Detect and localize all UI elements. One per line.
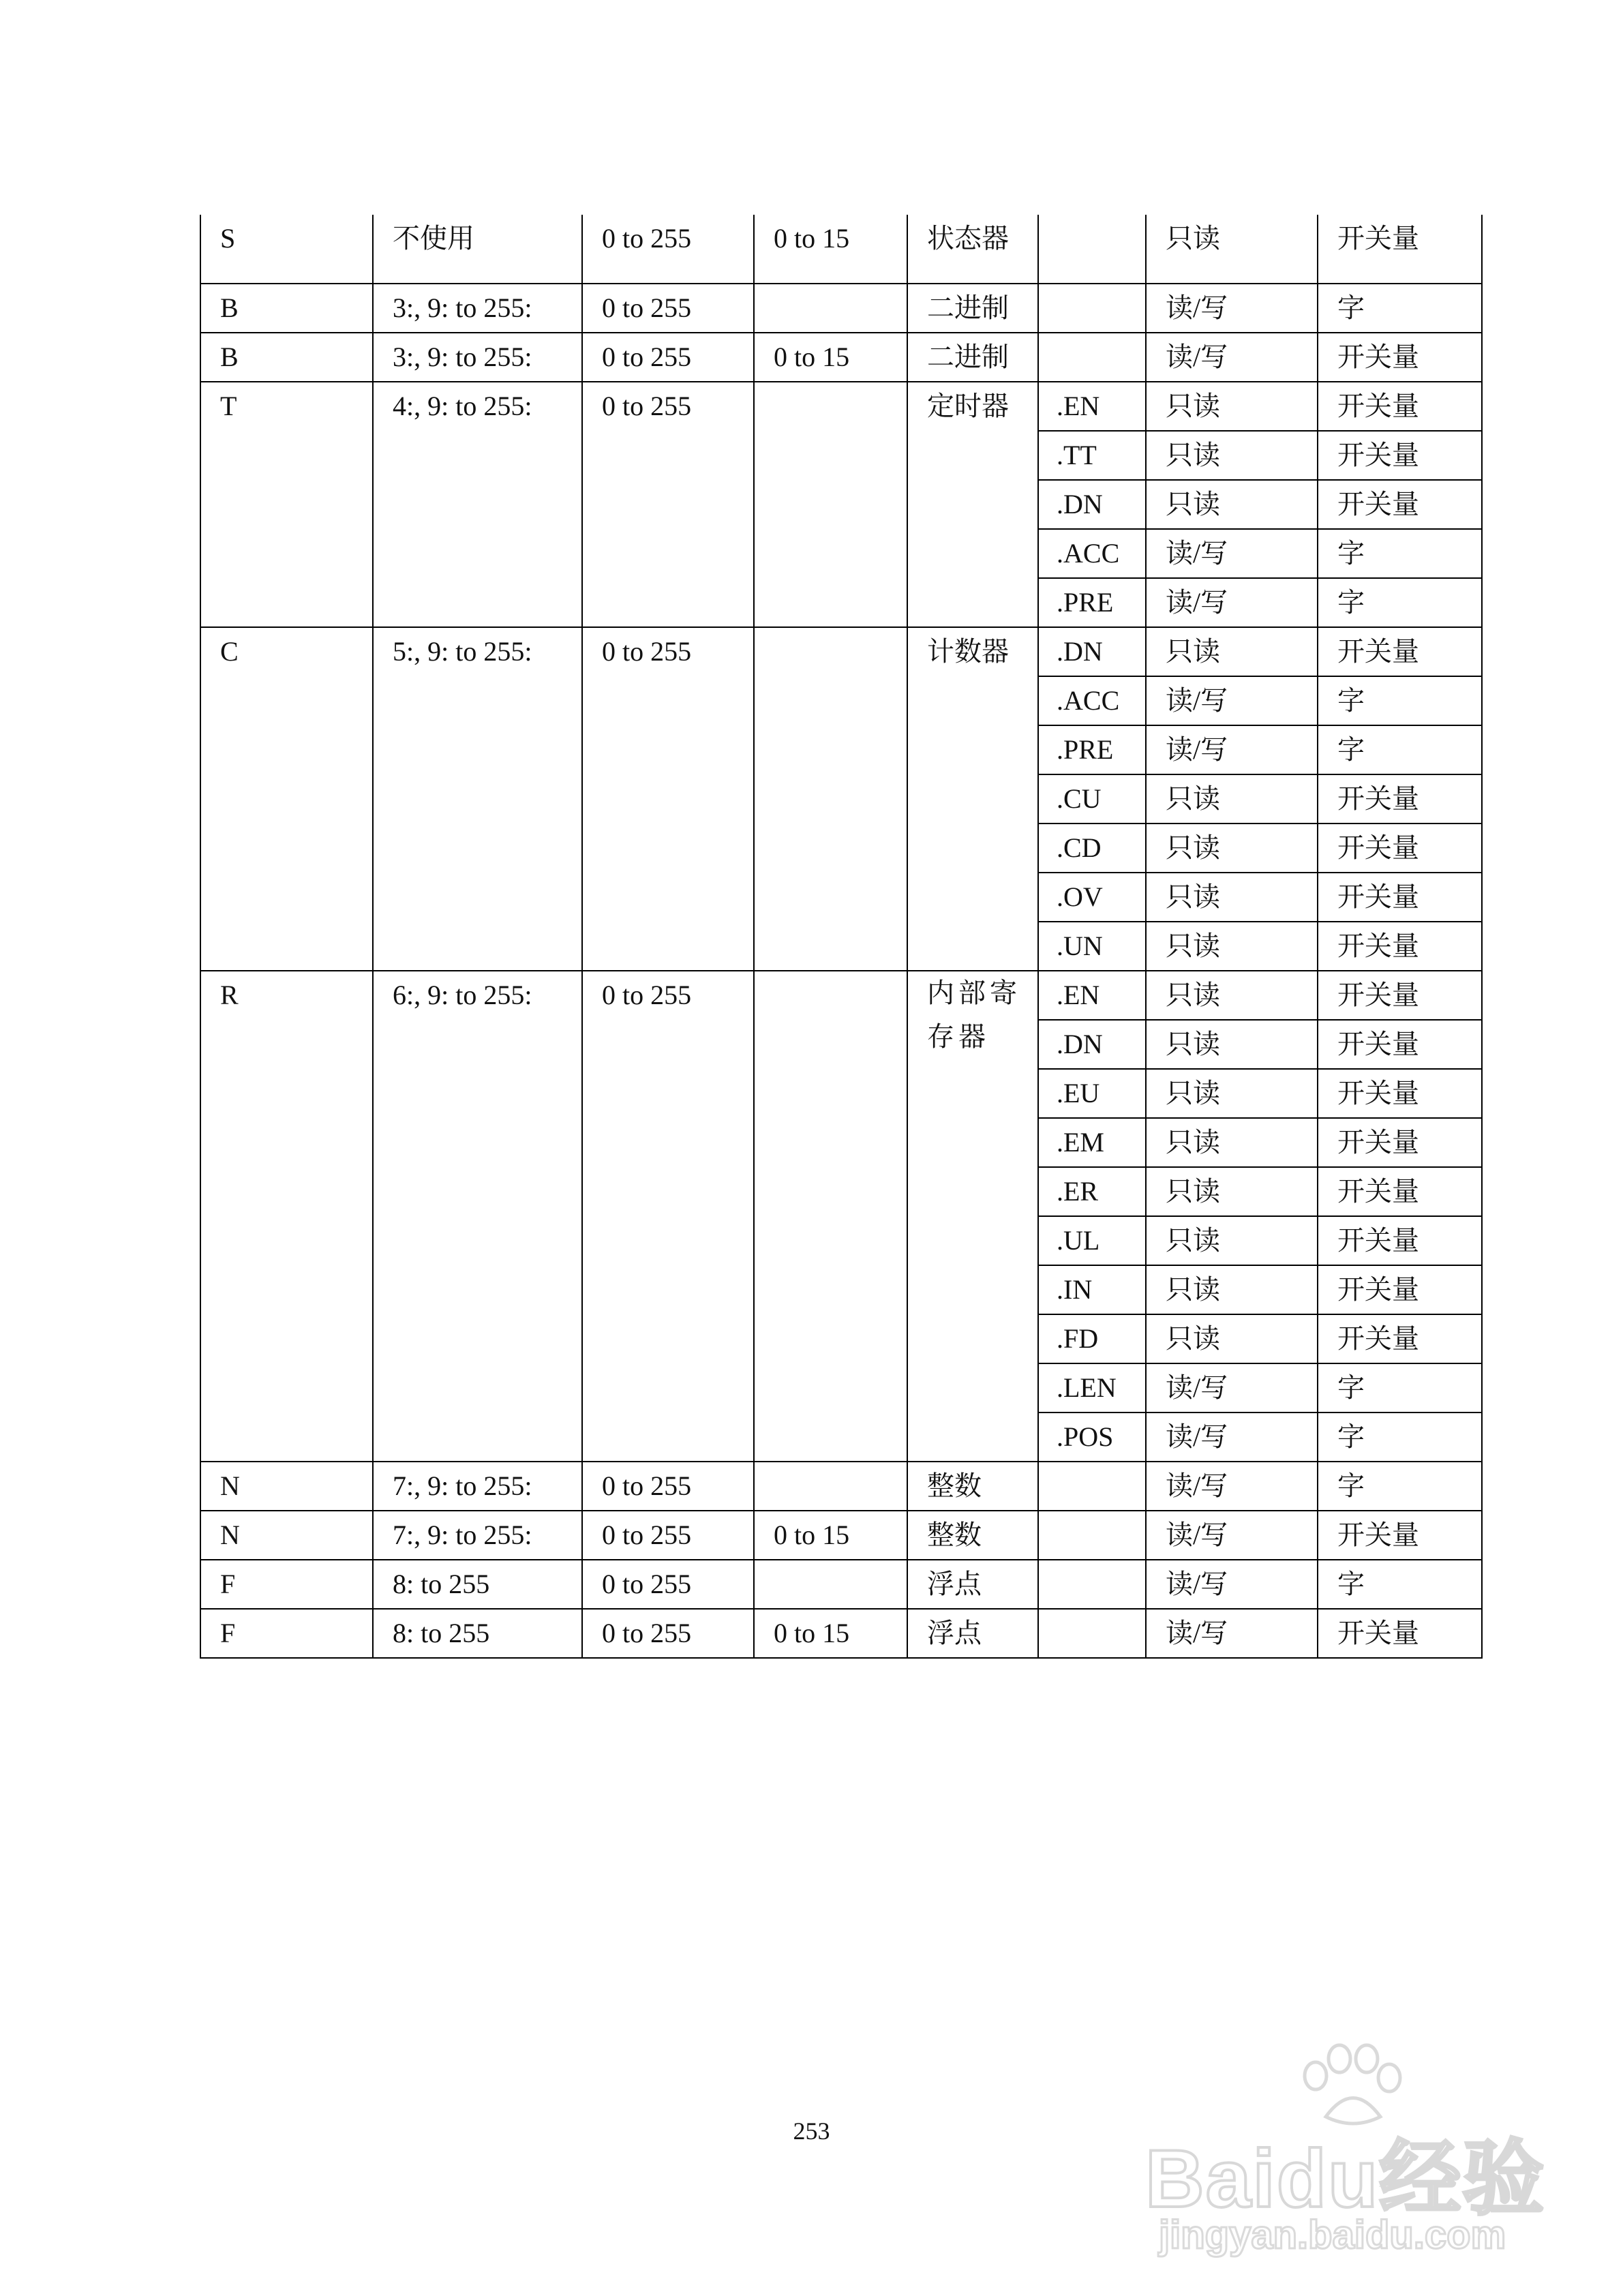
table-row	[200, 333, 1482, 382]
type-name-cell: 内部寄存器	[907, 971, 1038, 1462]
data-type-cell: 开关量	[1318, 382, 1482, 431]
access-cell: 只读	[1146, 1314, 1318, 1363]
access-cell: 读/写	[1146, 1560, 1318, 1609]
element-range-cell: 0 to 255	[582, 333, 754, 382]
data-type-cell: 开关量	[1318, 1020, 1482, 1069]
sub-element-cell	[1038, 215, 1146, 284]
file-number-cell: 7:, 9: to 255:	[373, 1462, 582, 1511]
element-range-cell: 0 to 255	[582, 382, 754, 627]
access-cell: 只读	[1146, 627, 1318, 676]
file-number-cell: 8: to 255	[373, 1560, 582, 1609]
data-type-cell: 开关量	[1318, 1314, 1482, 1363]
file-type-cell: S	[200, 215, 373, 284]
data-type-cell: 开关量	[1318, 922, 1482, 971]
sub-element-cell: .OV	[1038, 873, 1146, 922]
sub-element-cell: .POS	[1038, 1413, 1146, 1462]
data-type-cell: 开关量	[1318, 480, 1482, 529]
access-cell: 读/写	[1146, 1413, 1318, 1462]
data-type-cell: 字	[1318, 1413, 1482, 1462]
sub-element-cell: .EU	[1038, 1069, 1146, 1118]
page-number: 253	[793, 2117, 830, 2145]
sub-element-cell	[1038, 1511, 1146, 1560]
element-range-cell: 0 to 255	[582, 1609, 754, 1658]
data-type-cell: 开关量	[1318, 1167, 1482, 1216]
data-type-cell: 开关量	[1318, 1609, 1482, 1658]
file-type-cell: T	[200, 382, 373, 627]
data-type-cell: 开关量	[1318, 1118, 1482, 1167]
data-type-cell: 字	[1318, 725, 1482, 774]
data-type-cell: 开关量	[1318, 1265, 1482, 1314]
table-row	[200, 1609, 1482, 1658]
data-type-cell: 字	[1318, 1560, 1482, 1609]
access-cell: 只读	[1146, 480, 1318, 529]
element-range-cell: 0 to 255	[582, 1511, 754, 1560]
sub-element-cell: .EN	[1038, 382, 1146, 431]
file-number-cell: 3:, 9: to 255:	[373, 284, 582, 333]
access-cell: 读/写	[1146, 529, 1318, 578]
sub-element-cell: .EM	[1038, 1118, 1146, 1167]
type-name-cell: 计数器	[907, 627, 1038, 971]
bit-range-cell	[754, 971, 907, 1462]
file-type-cell: N	[200, 1511, 373, 1560]
bit-range-cell: 0 to 15	[754, 1609, 907, 1658]
sub-element-cell: .DN	[1038, 627, 1146, 676]
data-type-cell: 字	[1318, 529, 1482, 578]
access-cell: 只读	[1146, 1167, 1318, 1216]
element-range-cell: 0 to 255	[582, 627, 754, 971]
data-type-cell: 字	[1318, 1462, 1482, 1511]
access-cell: 读/写	[1146, 284, 1318, 333]
sub-element-cell: .PRE	[1038, 725, 1146, 774]
bit-range-cell	[754, 1462, 907, 1511]
data-type-cell: 开关量	[1318, 824, 1482, 873]
sub-element-cell: .EN	[1038, 971, 1146, 1020]
sub-element-cell: .LEN	[1038, 1363, 1146, 1413]
data-type-cell: 开关量	[1318, 333, 1482, 382]
data-type-cell: 字	[1318, 1363, 1482, 1413]
access-cell: 读/写	[1146, 1511, 1318, 1560]
type-name-cell: 整数	[907, 1462, 1038, 1511]
table-body	[200, 215, 1482, 1658]
access-cell: 只读	[1146, 824, 1318, 873]
sub-element-cell: .ER	[1038, 1167, 1146, 1216]
access-cell: 只读	[1146, 1020, 1318, 1069]
data-type-cell: 开关量	[1318, 774, 1482, 824]
data-type-cell: 字	[1318, 676, 1482, 725]
type-name-cell: 浮点	[907, 1560, 1038, 1609]
file-number-cell: 3:, 9: to 255:	[373, 333, 582, 382]
file-type-cell: N	[200, 1462, 373, 1511]
file-type-cell: F	[200, 1609, 373, 1658]
data-type-cell: 开关量	[1318, 1216, 1482, 1265]
table-row	[200, 382, 1482, 431]
sub-element-cell	[1038, 284, 1146, 333]
file-number-cell: 6:, 9: to 255:	[373, 971, 582, 1462]
watermark-brand: Baidu经验	[1145, 2133, 1546, 2224]
access-cell: 只读	[1146, 382, 1318, 431]
file-type-cell: C	[200, 627, 373, 971]
table-row	[200, 284, 1482, 333]
sub-element-cell: .IN	[1038, 1265, 1146, 1314]
sub-element-cell: .TT	[1038, 431, 1146, 480]
file-number-cell: 4:, 9: to 255:	[373, 382, 582, 627]
data-type-cell: 字	[1318, 284, 1482, 333]
element-range-cell: 0 to 255	[582, 971, 754, 1462]
access-cell: 读/写	[1146, 333, 1318, 382]
sub-element-cell: .FD	[1038, 1314, 1146, 1363]
data-type-cell: 开关量	[1318, 215, 1482, 284]
element-range-cell: 0 to 255	[582, 1462, 754, 1511]
access-cell: 只读	[1146, 774, 1318, 824]
sub-element-cell: .DN	[1038, 480, 1146, 529]
bit-range-cell	[754, 284, 907, 333]
sub-element-cell: .CU	[1038, 774, 1146, 824]
file-number-cell: 8: to 255	[373, 1609, 582, 1658]
data-type-cell: 开关量	[1318, 971, 1482, 1020]
sub-element-cell: .UN	[1038, 922, 1146, 971]
bit-range-cell: 0 to 15	[754, 1511, 907, 1560]
file-number-cell: 7:, 9: to 255:	[373, 1511, 582, 1560]
access-cell: 读/写	[1146, 578, 1318, 627]
access-cell: 读/写	[1146, 676, 1318, 725]
access-cell: 只读	[1146, 922, 1318, 971]
type-name-cell: 二进制	[907, 333, 1038, 382]
table-row	[200, 1560, 1482, 1609]
sub-element-cell	[1038, 1462, 1146, 1511]
bit-range-cell	[754, 1560, 907, 1609]
access-cell: 只读	[1146, 1118, 1318, 1167]
type-name-cell: 整数	[907, 1511, 1038, 1560]
bit-range-cell: 0 to 15	[754, 215, 907, 284]
access-cell: 只读	[1146, 1216, 1318, 1265]
sub-element-cell: .ACC	[1038, 676, 1146, 725]
sub-element-cell: .CD	[1038, 824, 1146, 873]
watermark-url: jingyan.baidu.com	[1159, 2213, 1506, 2257]
access-cell: 只读	[1146, 1265, 1318, 1314]
element-range-cell: 0 to 255	[582, 284, 754, 333]
file-type-cell: R	[200, 971, 373, 1462]
sub-element-cell: .PRE	[1038, 578, 1146, 627]
bit-range-cell	[754, 382, 907, 627]
table-row	[200, 215, 1482, 284]
table-row	[200, 1511, 1482, 1560]
data-type-cell: 开关量	[1318, 431, 1482, 480]
type-name-cell: 二进制	[907, 284, 1038, 333]
access-cell: 读/写	[1146, 1462, 1318, 1511]
file-type-cell: B	[200, 284, 373, 333]
access-cell: 读/写	[1146, 725, 1318, 774]
table-row	[200, 627, 1482, 676]
table-row	[200, 971, 1482, 1020]
sub-element-cell	[1038, 1609, 1146, 1658]
sub-element-cell	[1038, 1560, 1146, 1609]
sub-element-cell: .ACC	[1038, 529, 1146, 578]
sub-element-cell	[1038, 333, 1146, 382]
bit-range-cell: 0 to 15	[754, 333, 907, 382]
sub-element-cell: .UL	[1038, 1216, 1146, 1265]
access-cell: 读/写	[1146, 1363, 1318, 1413]
access-cell: 只读	[1146, 431, 1318, 480]
data-type-cell: 开关量	[1318, 1511, 1482, 1560]
type-name-cell: 浮点	[907, 1609, 1038, 1658]
element-range-cell: 0 to 255	[582, 215, 754, 284]
element-range-cell: 0 to 255	[582, 1560, 754, 1609]
type-name-cell: 定时器	[907, 382, 1038, 627]
access-cell: 读/写	[1146, 1609, 1318, 1658]
sub-element-cell: .DN	[1038, 1020, 1146, 1069]
data-type-cell: 开关量	[1318, 1069, 1482, 1118]
data-table	[200, 215, 1483, 1659]
file-number-cell: 5:, 9: to 255:	[373, 627, 582, 971]
file-type-cell: B	[200, 333, 373, 382]
file-type-cell: F	[200, 1560, 373, 1609]
access-cell: 只读	[1146, 1069, 1318, 1118]
file-number-cell: 不使用	[373, 215, 582, 284]
bit-range-cell	[754, 627, 907, 971]
access-cell: 只读	[1146, 971, 1318, 1020]
data-type-cell: 开关量	[1318, 627, 1482, 676]
data-type-cell: 字	[1318, 578, 1482, 627]
data-type-cell: 开关量	[1318, 873, 1482, 922]
access-cell: 只读	[1146, 873, 1318, 922]
watermark	[1132, 2038, 1609, 2263]
table-row	[200, 1462, 1482, 1511]
access-cell: 只读	[1146, 215, 1318, 284]
type-name-cell: 状态器	[907, 215, 1038, 284]
